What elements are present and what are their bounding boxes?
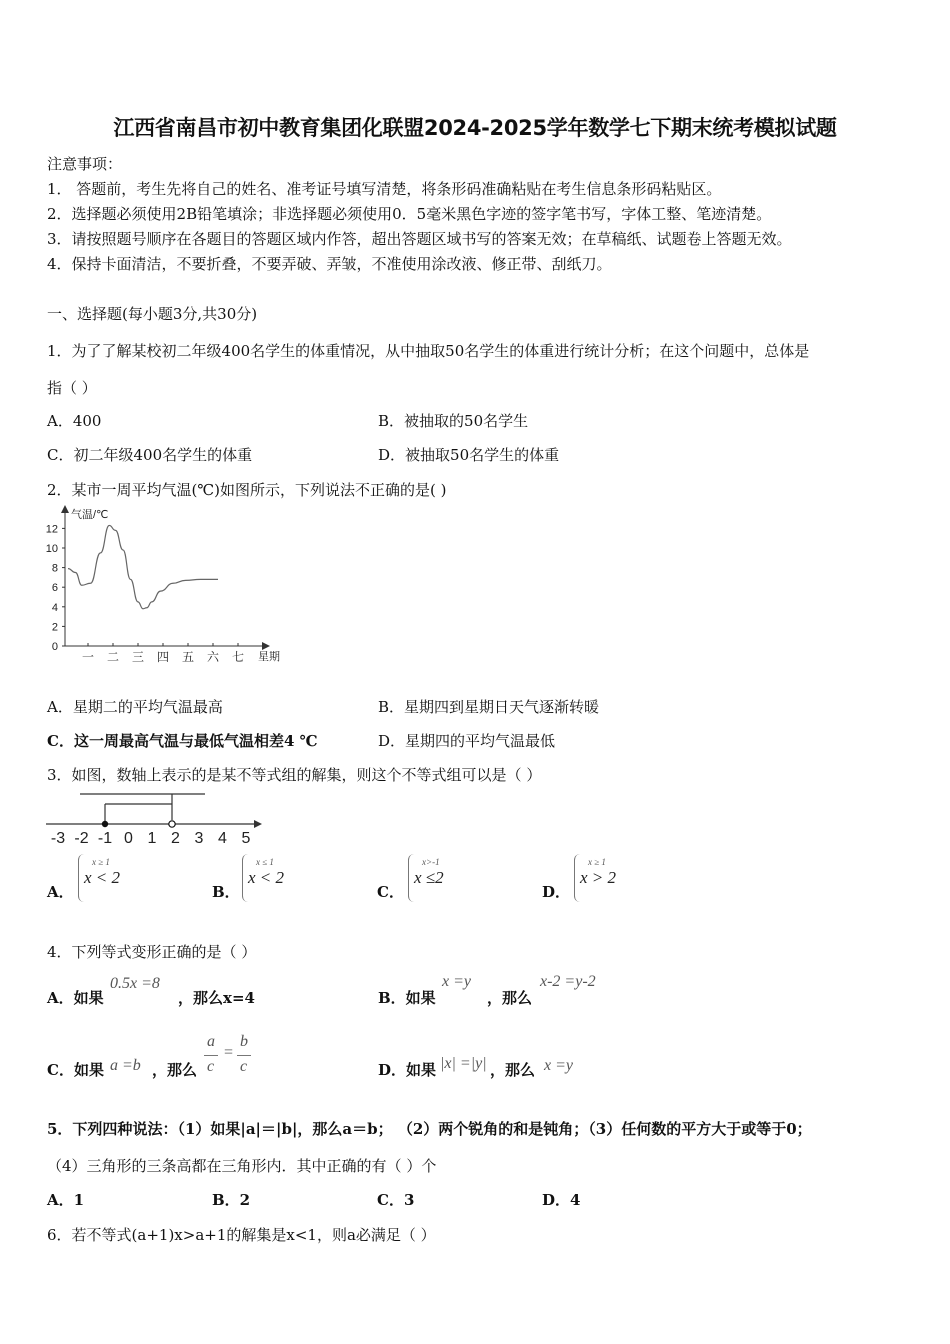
y-tick-label: 6: [51, 582, 58, 595]
chart-axes: [61, 505, 270, 650]
y-tick-label: 10: [45, 543, 58, 555]
x-tick-label: 三: [131, 650, 145, 664]
q1-stem: 1．为了了解某校初二年级400名学生的体重情况，从中抽取50名学生的体重进行统计分析；在这个问题中，总体是: [47, 342, 810, 360]
q5-option-c: C．3: [377, 1191, 415, 1209]
x-axis-arrow: [262, 642, 270, 650]
q4-option-c-mid: ，那么: [152, 1061, 198, 1079]
y-tick-label: 12: [45, 523, 58, 536]
q3-option-d-top: x ≥ 1: [588, 857, 606, 867]
q2-option-d: D．星期四的平均气温最低: [378, 732, 556, 750]
number-line-label: -1: [97, 830, 113, 847]
q3-stem: 3．如图，数轴上表示的是某不等式组的解集，则这个不等式组可以是（ ）: [47, 766, 542, 784]
q4-option-c-prefix: C．如果: [47, 1061, 104, 1079]
q3-option-c-top: x>-1: [422, 857, 440, 867]
q2-option-b: B．星期四到星期日天气逐渐转暖: [378, 698, 600, 716]
q1-option-d: D．被抽取50名学生的体重: [378, 446, 560, 464]
q1-stem-cont: 指（ ）: [47, 379, 97, 397]
q1-option-c: C．初二年级400名学生的体重: [47, 446, 253, 464]
number-line-label: 3: [194, 830, 204, 847]
section-heading: 一、选择题(每小题3分,共30分): [47, 305, 258, 323]
y-tick-label: 8: [51, 562, 58, 575]
x-tick-label: 六: [206, 650, 220, 664]
notice-item-4: 4．保持卡面清洁，不要折叠，不要弄破、弄皱，不准使用涂改液、修正带、刮纸刀。: [47, 255, 612, 273]
open-dot: [169, 821, 175, 827]
q4-option-a-formula: 0.5x =8: [110, 975, 160, 992]
number-line-arrow: [254, 820, 262, 828]
number-line-label: 5: [241, 830, 251, 847]
y-tick-label: 2: [51, 621, 58, 634]
q3-option-b-label: B．: [212, 883, 240, 901]
notice-item-1: 1． 答题前，考生先将自己的姓名、准考证号填写清楚，将条形码准确粘贴在考生信息条形码粘贴区。: [47, 180, 722, 198]
q3-option-c-label: C．: [377, 883, 404, 901]
q3-option-b-top: x ≤ 1: [256, 857, 274, 867]
x-tick-label: 四: [156, 650, 170, 664]
q5-stem-cont: （4）三角形的三条高都在三角形内．其中正确的有（ ）个: [47, 1157, 437, 1175]
q3-option-a-top: x ≥ 1: [92, 857, 110, 867]
q4-option-c-formula: a =b: [110, 1057, 141, 1074]
q4-option-c-equals: =: [224, 1044, 234, 1061]
q5-option-d: D．4: [542, 1191, 581, 1209]
q4-option-b-formula-2: x-2 =y-2: [540, 973, 596, 990]
q3-option-a-bottom: x < 2: [84, 868, 121, 887]
number-line-figure: [40, 788, 270, 850]
x-axis-label: 星期: [258, 651, 280, 663]
q2-option-c: C．这一周最高气温与最低气温相差4 ℃: [47, 732, 318, 750]
q3-option-b-bottom: x < 2: [248, 868, 285, 887]
closed-dot: [102, 821, 108, 827]
fraction-bar-2: [237, 1055, 251, 1056]
x-tick-label: 二: [106, 650, 120, 664]
y-axis-label: 气温/℃: [71, 509, 109, 521]
notice-heading: 注意事项：: [47, 155, 123, 173]
number-line-label: 0: [124, 830, 133, 847]
q4-option-b-formula-1: x =y: [442, 973, 471, 990]
q4-option-d-mid: ，那么: [490, 1061, 536, 1079]
y-axis-arrow: [61, 505, 69, 513]
number-line-label: 1: [147, 830, 157, 847]
q4-option-c-den1: c: [207, 1058, 215, 1075]
x-tick-label: 七: [231, 650, 245, 664]
q4-stem: 4．下列等式变形正确的是（ ）: [47, 943, 257, 961]
q3-option-d-label: D．: [542, 883, 571, 901]
temperature-line-chart: [40, 503, 300, 673]
q1-option-a: A．400: [47, 412, 102, 430]
q4-option-a-suffix: ，那么x=4: [178, 989, 255, 1007]
y-tick-label: 0: [51, 641, 58, 653]
q3-option-d-bottom: x > 2: [580, 868, 617, 887]
q6-stem: 6．若不等式(a+1)x>a+1的解集是x<1，则a必满足（ ）: [47, 1226, 436, 1244]
q4-option-d-formula-1: |x| =|y|: [440, 1055, 487, 1072]
y-tick-label: 4: [51, 601, 58, 614]
notice-item-2: 2．选择题必须使用2B铅笔填涂；非选择题必须使用0．5毫米黑色字迹的签字笔书写，字体工整、笔迹清楚。: [47, 205, 772, 223]
number-line-label: 4: [218, 830, 227, 847]
q4-option-b-prefix: B．如果: [378, 989, 436, 1007]
number-line-label: 2: [171, 830, 180, 847]
number-line-label: -3: [50, 830, 66, 847]
q4-option-d-prefix: D．如果: [378, 1061, 437, 1079]
x-tick-label: 五: [181, 650, 195, 664]
q4-option-c-num1: a: [207, 1033, 215, 1050]
q2-stem: 2．某市一周平均气温(℃)如图所示，下列说法不正确的是( ): [47, 481, 447, 499]
number-line-label: -2: [74, 830, 89, 847]
q4-option-a-prefix: A．如果: [47, 989, 104, 1007]
q4-option-b-mid: ，那么: [487, 989, 533, 1007]
q4-option-c-num2: b: [240, 1033, 248, 1050]
q3-option-c-bottom: x ≤2: [414, 868, 444, 887]
notice-item-3: 3．请按照题号顺序在各题目的答题区域内作答，超出答题区域书写的答案无效；在草稿纸、试题卷上答题无效。: [47, 230, 792, 248]
q5-option-b: B．2: [212, 1191, 251, 1209]
x-tick-label: 一: [81, 650, 95, 664]
q5-stem: 5．下列四种说法：（1）如果|a|＝|b|，那么a＝b； （2）两个锐角的和是钝角；（3）任何数的平方大于或等于0；: [47, 1120, 812, 1138]
fraction-bar-1: [204, 1055, 218, 1056]
q5-option-a: A．1: [47, 1191, 85, 1209]
q4-option-d-formula-2: x =y: [544, 1057, 573, 1074]
q1-option-b: B．被抽取的50名学生: [378, 412, 529, 430]
page-title: 江西省南昌市初中教育集团化联盟2024-2025学年数学七下期末统考模拟试题: [113, 116, 837, 140]
q3-option-a-label: A．: [47, 883, 74, 901]
temperature-series-line: [68, 525, 218, 608]
q4-option-c-den2: c: [240, 1058, 248, 1075]
q2-option-a: A．星期二的平均气温最高: [47, 698, 223, 716]
